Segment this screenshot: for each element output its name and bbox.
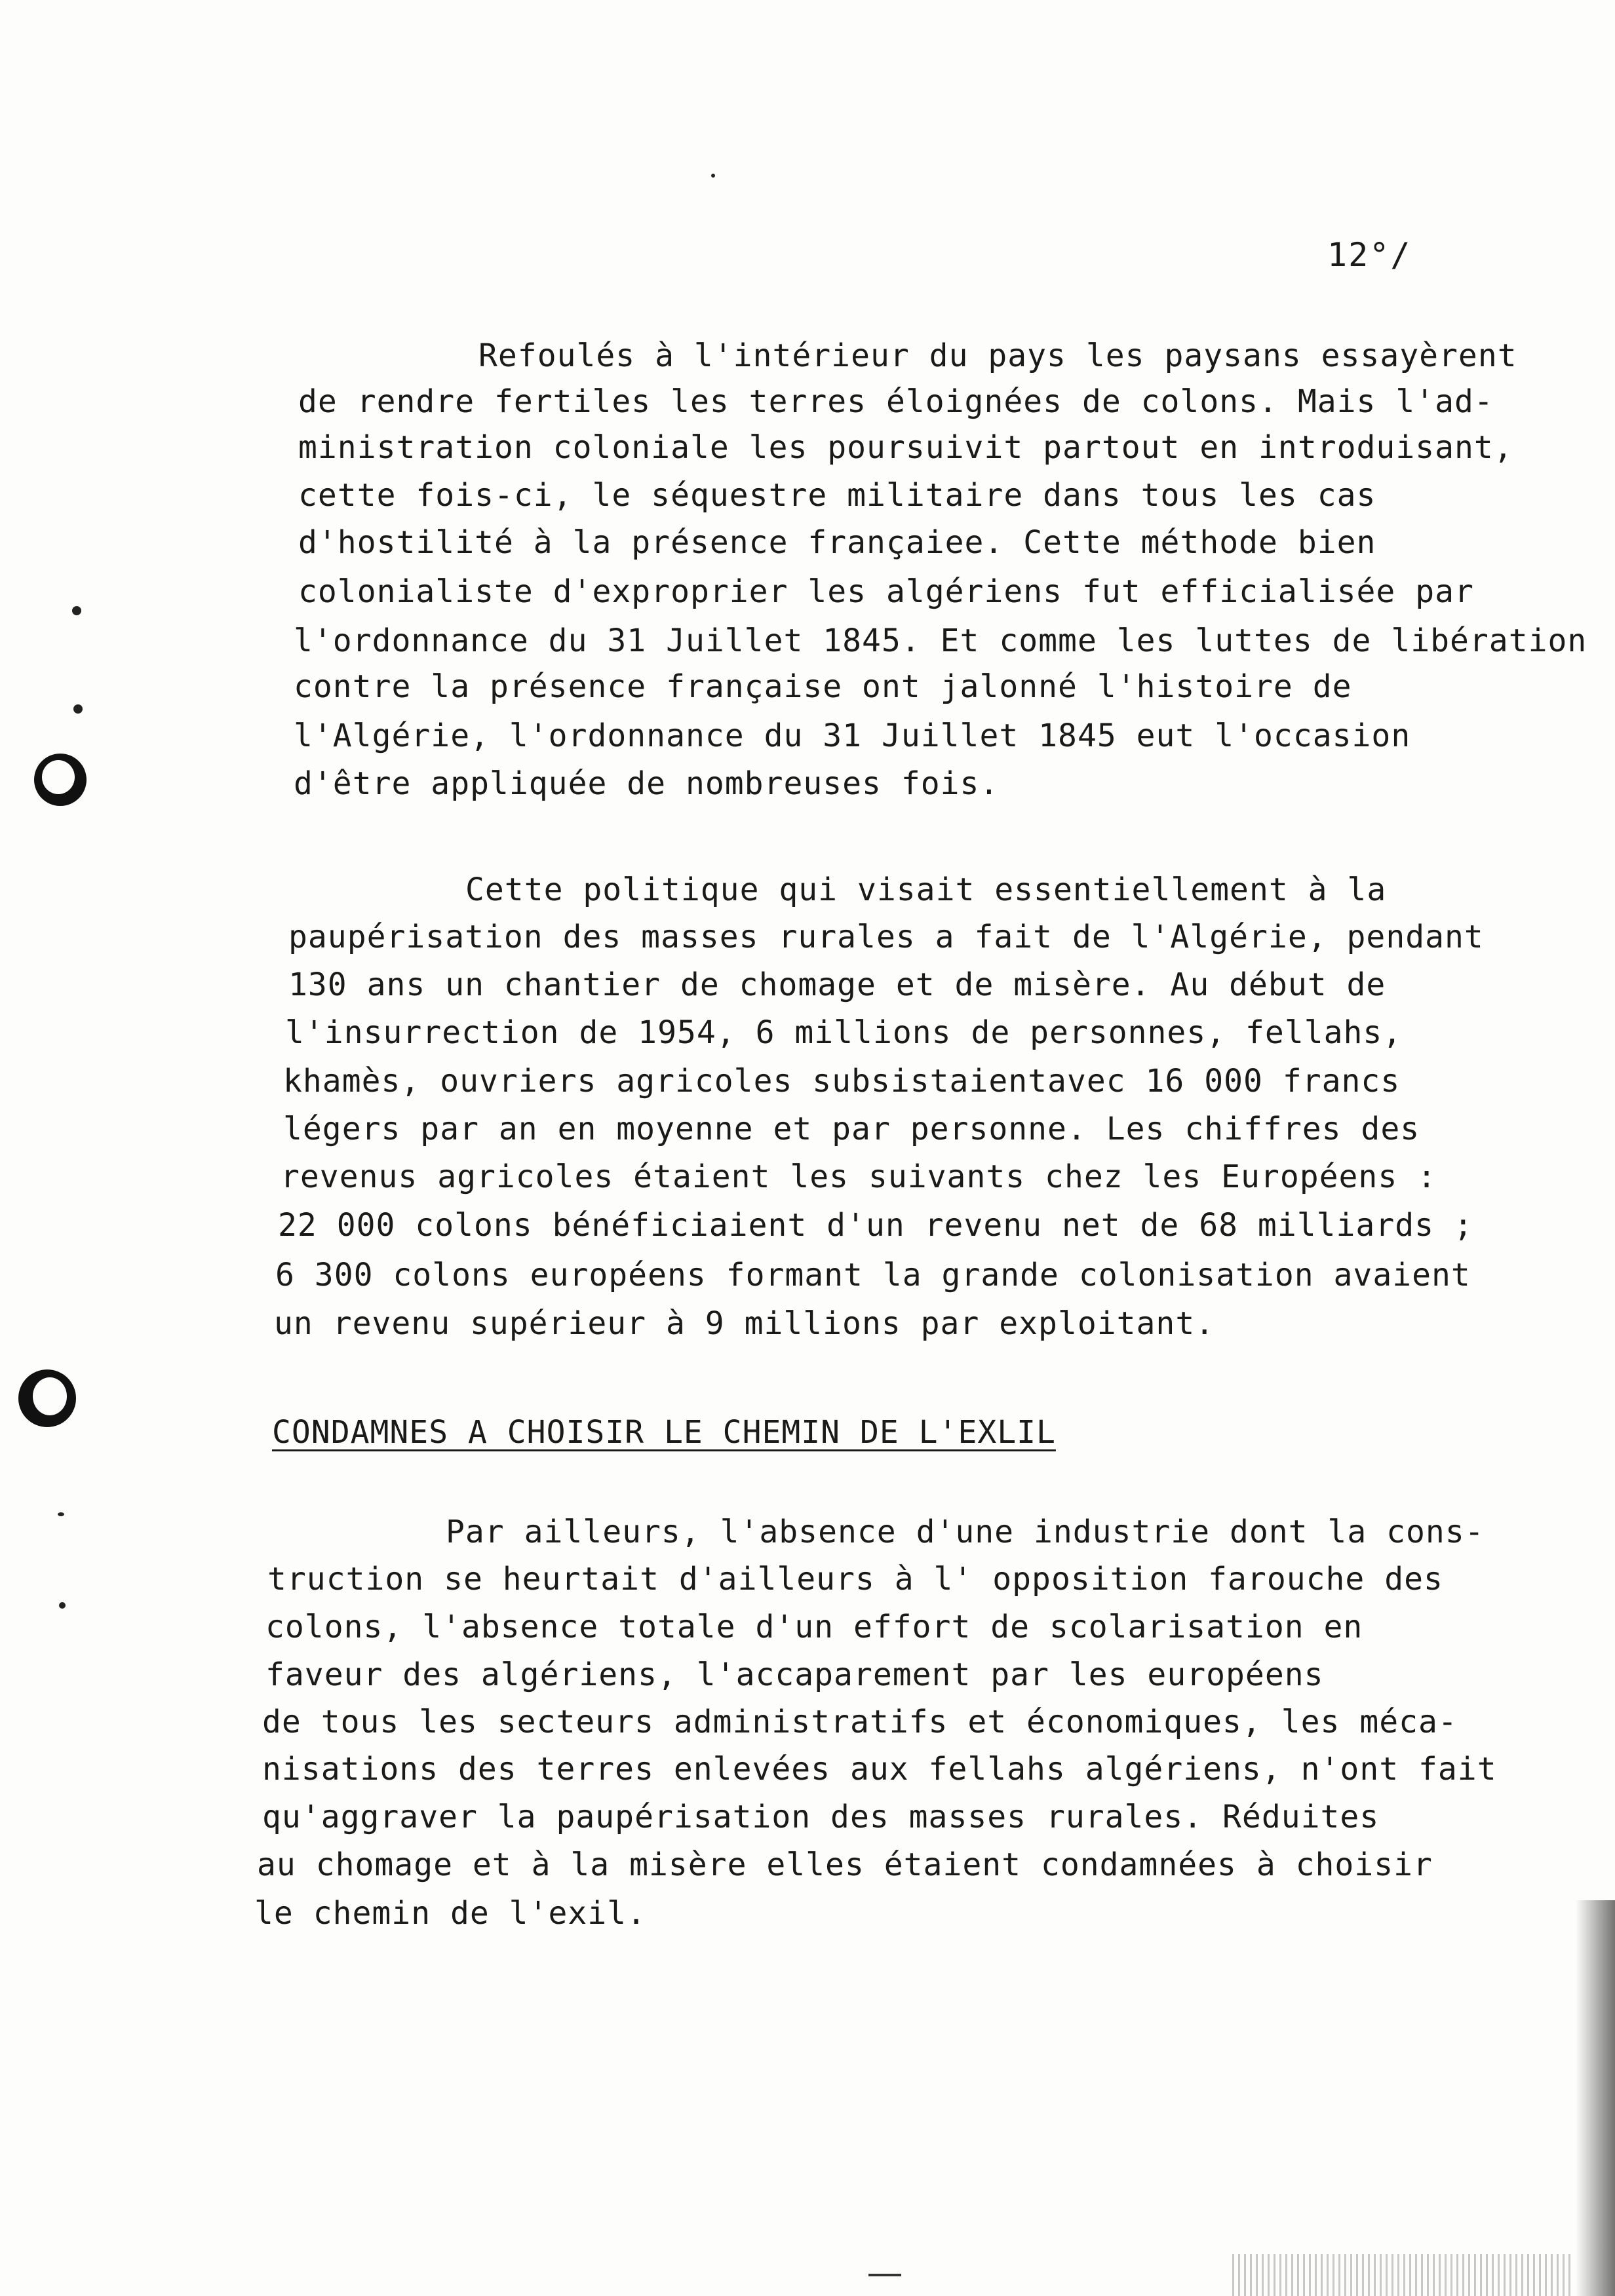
scan-speck bbox=[58, 1512, 64, 1516]
paragraph-line: colons, l'absence totale d'un effort de scolarisation en bbox=[265, 1609, 1363, 1645]
paragraph-line: faveur des algériens, l'accaparement par les européens bbox=[265, 1656, 1324, 1693]
paragraph-line: khamès, ouvriers agricoles subsistaientavec 16 000 francs bbox=[283, 1063, 1401, 1100]
paragraph-line: de tous les secteurs administratifs et économiques, les méca- bbox=[262, 1704, 1458, 1740]
paragraph-line: légers par an en moyenne et par personne. Les chiffres des bbox=[283, 1111, 1420, 1147]
paragraph-line: l'insurrection de 1954, 6 millions de personnes, fellahs, bbox=[285, 1014, 1403, 1051]
paragraph-line: 22 000 colons bénéficiaient d'un revenu net de 68 milliards ; bbox=[278, 1207, 1473, 1244]
scan-speck bbox=[59, 1602, 66, 1609]
scan-mark bbox=[868, 2274, 901, 2276]
section-heading: CONDAMNES A CHOISIR LE CHEMIN DE L'EXLIL bbox=[272, 1414, 1056, 1451]
paragraph-line: un revenu supérieur à 9 millions par exploitant. bbox=[274, 1305, 1215, 1342]
scan-bottom-noise bbox=[1232, 2254, 1573, 2296]
paragraph-line: de rendre fertiles les terres éloignées de colons. Mais l'ad- bbox=[298, 383, 1494, 420]
paragraph-line: l'Algérie, l'ordonnance du 31 Juillet 1845 eut l'occasion bbox=[294, 718, 1411, 754]
scan-speck bbox=[73, 704, 83, 714]
paragraph-line: truction se heurtait d'ailleurs à l' opposition farouche des bbox=[267, 1561, 1443, 1598]
punch-hole bbox=[18, 1369, 76, 1427]
page-number: 12°/ bbox=[1327, 236, 1412, 274]
paragraph-line: 6 300 colons européens formant la grande colonisation avaient bbox=[275, 1257, 1471, 1293]
paragraph-line: qu'aggraver la paupérisation des masses rurales. Réduites bbox=[262, 1799, 1380, 1835]
paragraph-line: d'hostilité à la présence françaiee. Cette méthode bien bbox=[298, 524, 1376, 561]
paragraph-line: au chomage et à la misère elles étaient condamnées à choisir bbox=[257, 1846, 1433, 1883]
paragraph-line: Cette politique qui visait essentiellement à la bbox=[465, 871, 1387, 908]
paragraph-line: 130 ans un chantier de chomage et de misère. Au début de bbox=[288, 966, 1386, 1003]
paragraph-line: le chemin de l'exil. bbox=[254, 1895, 646, 1932]
paragraph-line: contre la présence française ont jalonné l'histoire de bbox=[294, 668, 1352, 705]
paragraph-line: paupérisation des masses rurales a fait de l'Algérie, pendant bbox=[288, 919, 1484, 955]
paragraph-line: Par ailleurs, l'absence d'une industrie dont la cons- bbox=[446, 1514, 1485, 1550]
scan-speck bbox=[711, 174, 715, 178]
paragraph-line: ministration coloniale les poursuivit partout en introduisant, bbox=[298, 429, 1513, 466]
paragraph-line: revenus agricoles étaient les suivants chez les Européens : bbox=[281, 1158, 1437, 1195]
paragraph-line: l'ordonnance du 31 Juillet 1845. Et comme les luttes de libération bbox=[294, 622, 1587, 659]
paragraph-line: Refoulés à l'intérieur du pays les paysans essayèrent bbox=[478, 337, 1517, 374]
paragraph-line: cette fois-ci, le séquestre militaire dans tous les cas bbox=[298, 477, 1376, 514]
punch-hole bbox=[34, 754, 87, 806]
scan-edge-shadow bbox=[1576, 1900, 1615, 2296]
paragraph-line: nisations des terres enlevées aux fellahs algériens, n'ont fait bbox=[262, 1751, 1497, 1788]
paragraph-line: colonialiste d'exproprier les algériens fut efficialisée par bbox=[298, 573, 1474, 610]
paragraph-line: d'être appliquée de nombreuses fois. bbox=[294, 765, 1000, 802]
scan-speck bbox=[72, 606, 81, 615]
